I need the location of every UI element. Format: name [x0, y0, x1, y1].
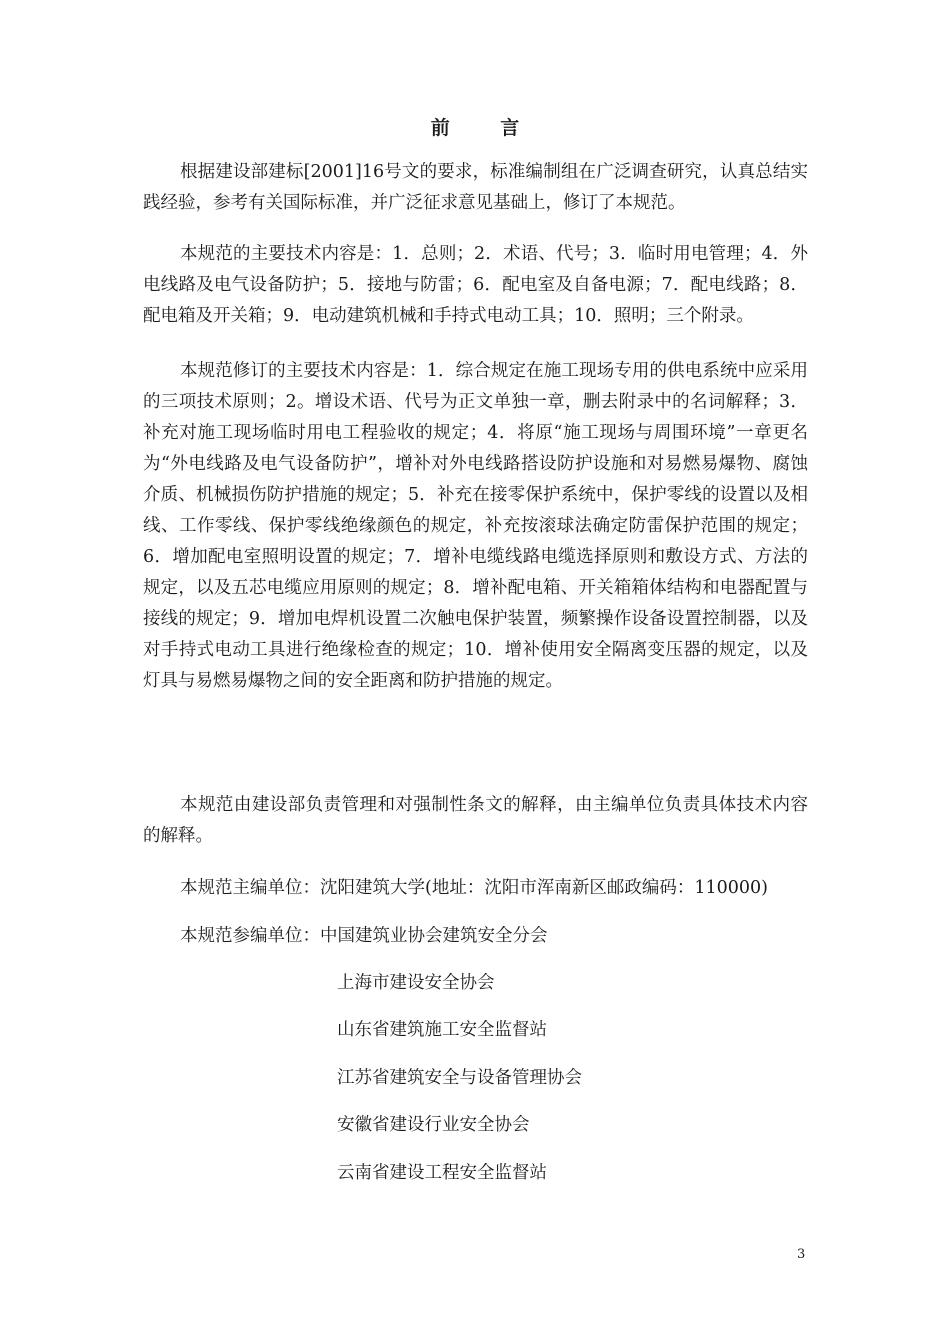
co-editor-label: 本规范参编单位： [180, 926, 320, 946]
co-editor-unit: 山东省建筑施工安全监督站 [337, 1020, 547, 1040]
co-editor-unit: 中国建筑业协会建筑安全分会 [320, 926, 548, 946]
paragraph-basis: 根据建设部建标[2001]16号文的要求，标准编制组在广泛调查研究，认真总结实践经验，参考有关国际标准，并广泛征求意见基础上，修订了本规范。 [143, 162, 808, 213]
paragraph-revision-content: 本规范修订的主要技术内容是：1．综合规定在施工现场专用的供电系统中应采用的三项技术原则；2。增设术语、代号为正文单独一章，删去附录中的名词解释；3．补充对施工现场临时用电工程验收的规定；4．将原“施工现场与周围环境”一章更名为“外电线路及电气设备防护”，增补对外电线路搭设防护设施和对易燃易爆物、腐蚀介质、机械损伤防护措施的规定；5．补充在接零保护系统中，保护零线的设置以及相线、工作零线、保护零线绝缘颜色的规定，补充按滚球法确定防雷保护范围的规定；6．增加配电室照明设置的规定；7．增补电缆线路电缆选择原则和敷设方式、方法的规定，以及五芯电缆应用原则的规定；8．增补配电箱、开关箱箱体结构和电器配置与接线的规定；9．增加电焊机设置二次触电保护装置，频繁操作设备设置控制器，以及对手持式电动工具进行绝缘检查的规定；10．增补使用安全隔离变压器的规定，以及灯具与易燃易爆物之间的安全距离和防护措施的规定。 [143, 361, 808, 691]
page-number: 3 [797, 1247, 806, 1262]
co-editor-unit: 云南省建设工程安全监督站 [337, 1163, 547, 1183]
co-editor-unit: 上海市建设安全协会 [337, 973, 495, 993]
chief-editor-unit: 本规范主编单位：沈阳建筑大学(地址：沈阳市浑南新区邮政编码：110000) [180, 878, 768, 898]
paragraph-main-content: 本规范的主要技术内容是：1．总则；2．术语、代号；3．临时用电管理；4．外电线路及电气设备防护；5．接地与防雷；6．配电室及自备电源；7．配电线路；8．配电箱及开关箱；9．电动建筑机械和手持式电动工具；10．照明；三个附录。 [143, 244, 808, 326]
co-editor-unit: 江苏省建筑安全与设备管理协会 [337, 1068, 582, 1088]
co-editor-unit: 安徽省建设行业安全协会 [337, 1115, 530, 1135]
paragraph-administration: 本规范由建设部负责管理和对强制性条文的解释，由主编单位负责具体技术内容的解释。 [143, 795, 808, 846]
page-title: 前 言 [430, 117, 542, 139]
